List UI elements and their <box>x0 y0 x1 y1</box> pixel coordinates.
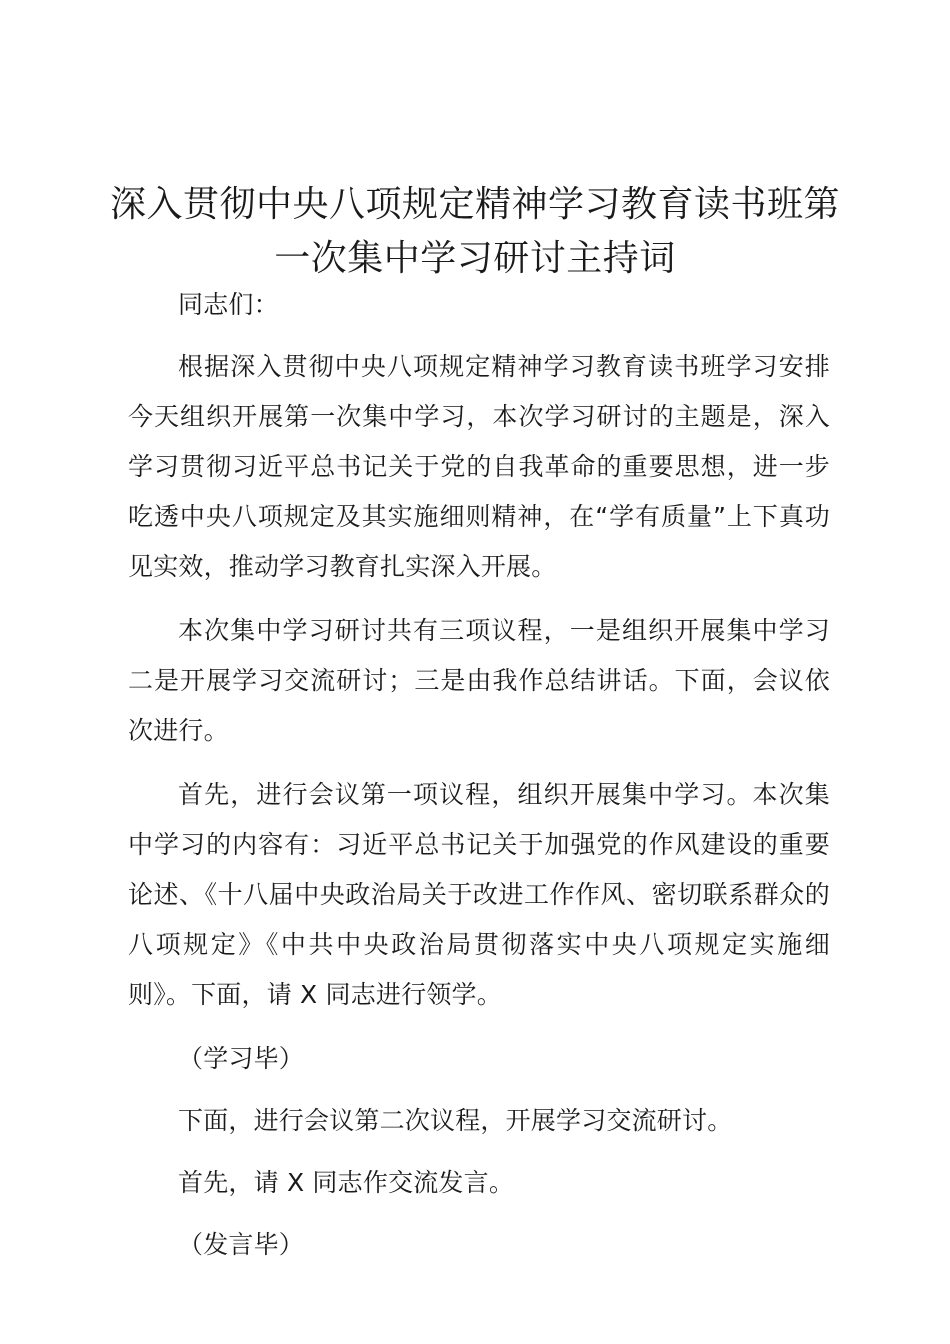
paragraph-study-arrangement: 根据深入贯彻中央八项规定精神学习教育读书班学习安排今天组织开展第一次集中学习，本次学习研讨的主题是，深入学习贯彻习近平总书记关于党的自我革命的重要思想，进一步吃透中央八项规定及其实施细则精神，在“学有质量”上下真功见实效，推动学习教育扎实深入开展。 <box>128 352 830 581</box>
stage-note-study-finished: （学习毕） <box>178 1044 305 1073</box>
salutation: 同志们： <box>178 290 279 319</box>
paragraph-second-agenda-item: 下面，进行会议第二次议程，开展学习交流研讨。 <box>178 1106 733 1135</box>
paragraph-first-speaker: 首先，请 X 同志作交流发言。 <box>178 1168 515 1197</box>
paragraph-agenda: 本次集中学习研讨共有三项议程，一是组织开展集中学习二是开展学习交流研讨；三是由我作总结讲话。下面，会议依次进行。 <box>128 616 830 745</box>
paragraph-first-agenda-item: 首先，进行会议第一项议程，组织开展集中学习。本次集中学习的内容有：习近平总书记关于加强党的作风建设的重要论述、《十八届中央政治局关于改进工作作风、密切联系群众的八项规定》《中共中央政治局贯彻落实中央八项规定实施细则》。下面，请 X 同志进行领学。 <box>128 780 830 1009</box>
stage-note-speech-finished: （发言毕） <box>178 1230 305 1259</box>
document-title: 深入贯彻中央八项规定精神学习教育读书班第一次集中学习研讨主持词 <box>109 184 840 279</box>
document-body <box>128 280 830 1282</box>
